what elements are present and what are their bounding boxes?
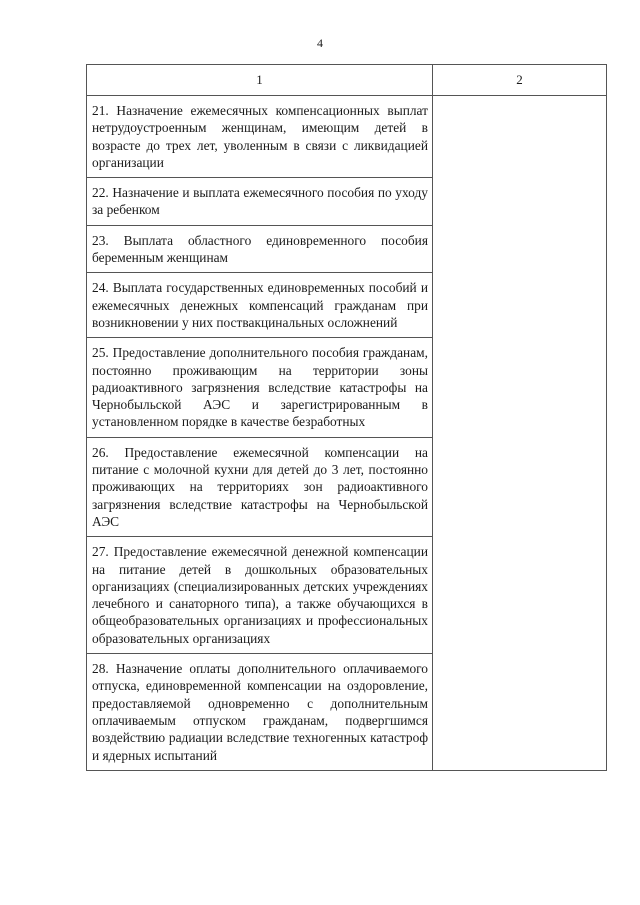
- services-table: [86, 64, 607, 771]
- column-2-cell: [433, 96, 607, 771]
- column-header-1: 1: [87, 65, 433, 96]
- service-item-22: 22. Назначение и выплата ежемесячного пособия по уходу за ребенком: [87, 178, 433, 226]
- service-item-24: 24. Выплата государственных единовременных пособий и ежемесячных денежных компенсаций гражданам при возникновении у них поствакцинальных осложнений: [87, 273, 433, 338]
- service-item-25: 25. Предоставление дополнительного пособия гражданам, постоянно проживающим на территории зоны радиоактивного загрязнения вследствие катастрофы на Чернобыльской АЭС и зарегистрированным в установленном порядке в качестве безработных: [87, 338, 433, 437]
- service-item-26: 26. Предоставление ежемесячной компенсации на питание с молочной кухни для детей до 3 лет, постоянно проживающих на территориях зон радиоактивного загрязнения вследствие катастрофы на Чернобыльской АЭС: [87, 437, 433, 536]
- service-item-27: 27. Предоставление ежемесячной денежной компенсации на питание детей в дошкольных образовательных организациях (специализированных детских учреждениях лечебного и санаторного типа), а также обучающихся в общеобразовательных организациях и профессиональных образовательных организациях: [87, 537, 433, 654]
- service-item-23: 23. Выплата областного единовременного пособия беременным женщинам: [87, 225, 433, 273]
- table-header-row: [87, 65, 607, 96]
- service-item-28: 28. Назначение оплаты дополнительного оплачиваемого отпуска, единовременной компенсации на оздоровление, предоставляемой одновременно с дополнительным оплачиваемым отпуском гражданам, подвергшимся воздействию радиации вследствие техногенных катастроф и ядерных испытаний: [87, 654, 433, 771]
- page-number: 4: [317, 36, 323, 50]
- column-header-2: 2: [433, 65, 607, 96]
- table-row: [87, 96, 607, 178]
- service-item-21: 21. Назначение ежемесячных компенсационных выплат нетрудоустроенным женщинам, имеющим детей в возрасте до трех лет, уволенным в связи с ликвидацией организации: [87, 96, 433, 178]
